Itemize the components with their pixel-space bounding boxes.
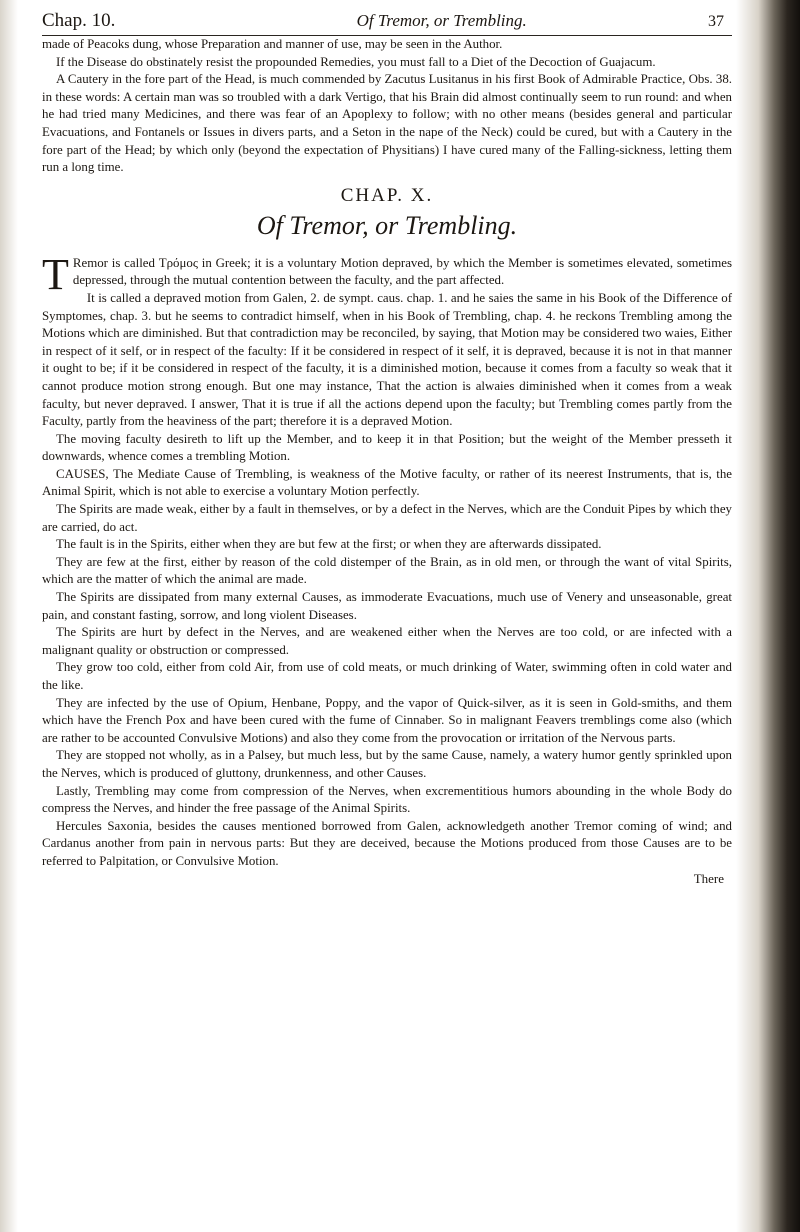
paragraph: The Spirits are dissipated from many external Causes, as immoderate Evacuations, much use of Venery and unseasonable, great pain, and constant fasting, sorrow, and long violent Diseases.: [42, 590, 732, 622]
paragraph: The moving faculty desireth to lift up the Member, and to keep it in that Position; but the weight of the Member presseth it downwards, whence comes a trembling Motion.: [42, 431, 732, 464]
paragraph: made of Peacoks dung, whose Preparation and manner of use, may be seen in the Author.: [42, 37, 503, 51]
drop-cap: T: [42, 249, 69, 299]
paragraph: The Spirits are hurt by defect in the Nerves, and are weakened either when the Nerves are too cold, or are infected with a malignant quality or obstruction or compressed.: [42, 625, 732, 657]
paragraph: CAUSES, The Mediate Cause of Trembling, is weakness of the Motive faculty, or rather of its neerest Instruments, that is, the Animal Spirit, which is not able to exercise a voluntary Motion perfectly.: [42, 466, 732, 499]
paragraph: Hercules Saxonia, besides the causes mentioned borrowed from Galen, acknowledgeth another Tremor coming of wind; and Cardanus another from pain in nervous parts: But they are deceived, because the Motions produced from those Causes are to be referred to Palpitation, or Convulsive Motion.: [42, 818, 732, 868]
running-title: Of Tremor, or Trembling.: [356, 11, 527, 30]
paragraph: It is called a depraved motion from Galen, 2. de sympt. caus. chap. 1. and he saies the same in his Book of the Difference of Symptomes, chap. 3. but he seems to contradict himself, when in his Book of Trembling, chap. 4. he reckons Trembling among the Motions which are diminished. But that contradiction may be reconciled, by saying, that Motion may be considered two waies, Either in respect of it self, or in respect of the faculty: If it be considered in respect of it self, it is depraved, because it is not in that manner it ought to be; if it be considered in respect of the faculty, it is a diminished motion, because it comes from a faculty so weak that it cannot produce motion strong enough. But one may instance, That the action is alwaies diminished when it comes from a weak faculty, but never depraved. I answer, That it is true if all the actions depend upon the faculty; but Trembling comes partly from the Faculty, partly from the heaviness of the part; therefore it is a depraved Motion.: [42, 290, 732, 429]
paragraph: The fault is in the Spirits, either when they are but few at the first; or when they are afterwards dissipated.: [56, 537, 602, 552]
paragraph: They are stopped not wholly, as in a Palsey, but much less, but by the same Cause, namely, a watery humor gently sprinkled upon the Nerves, which is produced of gluttony, drunkenness, and other Causes.: [42, 748, 732, 780]
chapter-label: Chap. 10.: [42, 10, 116, 31]
paragraph: They are few at the first, either by reason of the cold distemper of the Brain, as in old men, or through the want of vital Spirits, which are the matter of which the animal are made.: [42, 554, 732, 587]
paragraph: If the Disease do obstinately resist the propounded Remedies, you must fall to a Diet of the Decoction of Guajacum.: [56, 54, 656, 69]
paragraph: They are infected by the use of Opium, Henbane, Poppy, and the vapor of Quick-silver, as it is seen in Gold-smiths, and them which have the French Pox and have been cured with the fume of Cinnaber. So in malignant Feavers tremblings come also (which are rather to be accounted Convulsive Motions) and also they come from the provocation or irritation of the Nervous parts.: [42, 695, 732, 745]
page-edge-shadow: [736, 0, 800, 1232]
chapter-heading: CHAP. X.: [340, 184, 434, 206]
catchword: There: [693, 870, 724, 886]
paragraph: The Spirits are made weak, either by a fault in themselves, or by a defect in the Nerves, which are the Conduit Pipes by which they are carried, do act.: [42, 502, 732, 534]
paragraph: A Cautery in the fore part of the Head, is much commended by Zacutus Lusitanus in his first Book of Admirable Practice, Obs. 38. in these words: A certain man was so troubled with a dark Vertigo, that his Brain did almost continually seem to run round: and when he had tried many Medicines, and there was fear of an Apoplexy to follow; with no other means (besides general and particular Evacuations, and Fontanels or Issues in divers parts, and a Seton in the nape of the Neck) could be cured, but with a Cautery in the fore part of the Head; by which only (beyond the expectation of Physitians) I have cured many of the Falling-sickness, letting them run a long time.: [42, 72, 732, 175]
paragraph: They grow too cold, either from cold Air, from use of cold meats, or much drinking of Water, swimming often in cold water and the like.: [42, 660, 732, 692]
page-gutter-shadow: [0, 0, 18, 1232]
page-number: 37: [708, 13, 724, 30]
paragraph: Lastly, Trembling may come from compression of the Nerves, when excrementitious humors abounding in the whole Body do compress the Nerves, and hinder the free passage of the Animal Spirits.: [42, 783, 732, 816]
running-head: [42, 10, 732, 36]
opening-text: Remor is called Τρόμος in Greek; it is a voluntary Motion depraved, by which the Member is sometimes elevated, sometimes depressed, through the mutual contention between the faculty, and the part affected.: [72, 255, 732, 288]
opening-paragraph: [42, 249, 732, 299]
text-block: [42, 10, 732, 887]
chapter-title: Of Tremor, or Trembling.: [256, 210, 518, 240]
